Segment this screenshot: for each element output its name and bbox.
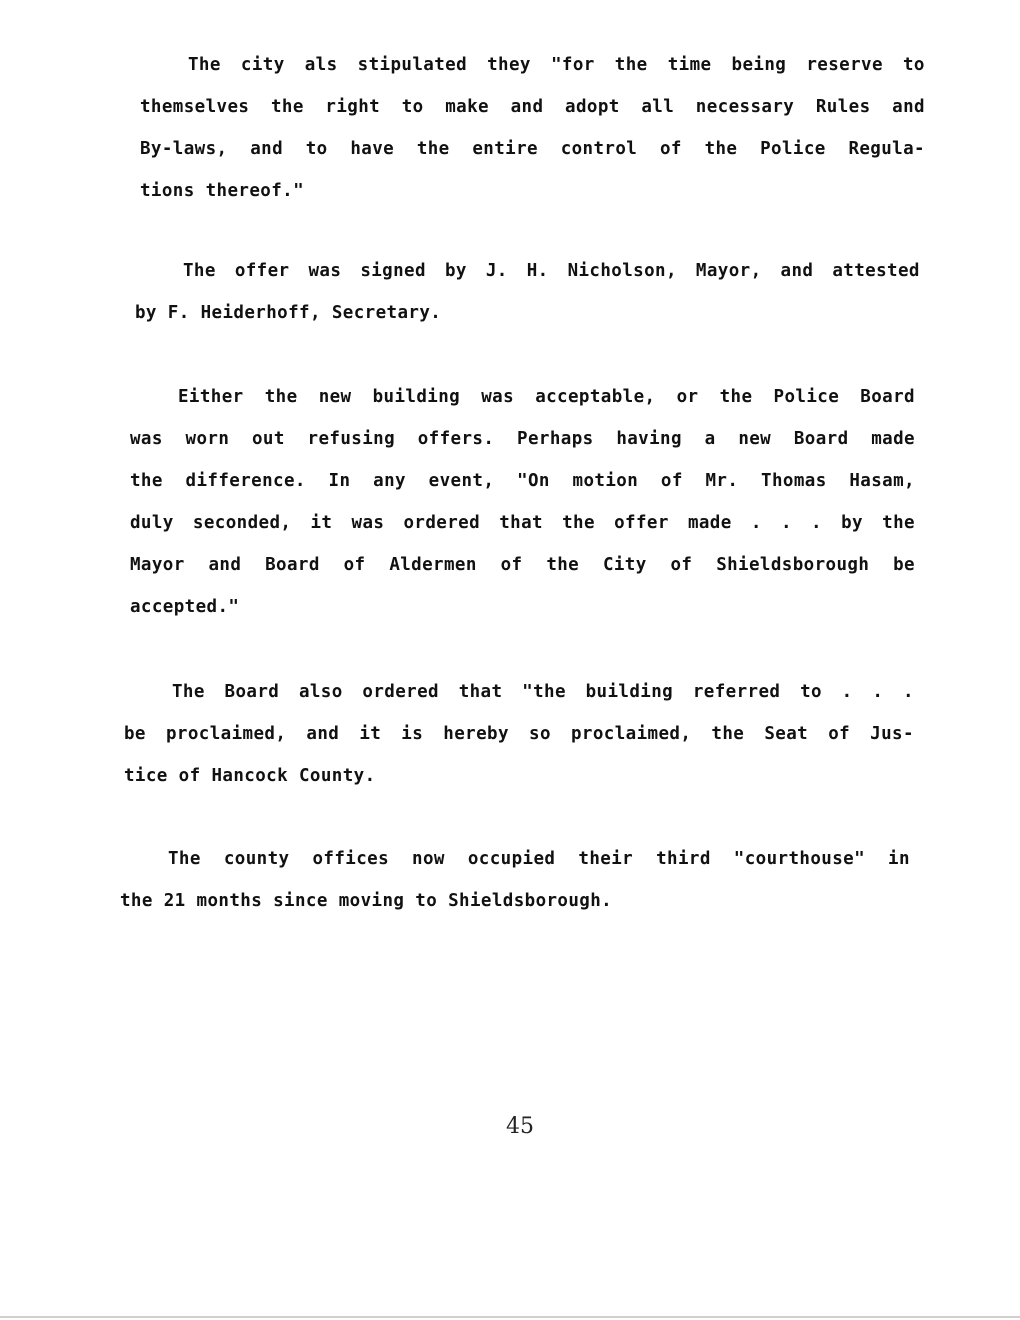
paragraph-seat-of-justice	[124, 671, 914, 797]
text-line: tice of Hancock County.	[124, 766, 376, 786]
text-line: The city als stipulated they "for the time being reserve to	[188, 55, 925, 75]
text-line: was worn out refusing offers. Perhaps having a new Board made	[130, 429, 915, 449]
text-line: The Board also ordered that "the building referred to . . .	[172, 682, 914, 702]
text-line: the 21 months since moving to Shieldsborough.	[120, 891, 613, 911]
paragraph-building-accepted	[130, 376, 915, 628]
text-line: By-laws, and to have the entire control of the Police Regula-	[140, 139, 925, 159]
text-line: the difference. In any event, "On motion of Mr. Thomas Hasam,	[130, 471, 915, 491]
text-line: Either the new building was acceptable, or the Police Board	[178, 387, 915, 407]
text-line: tions thereof."	[140, 181, 305, 201]
text-line: accepted."	[130, 597, 240, 617]
text-line: be proclaimed, and it is hereby so proclaimed, the Seat of Jus-	[124, 724, 914, 744]
paragraph-offer-signed	[135, 250, 920, 334]
text-line: The county offices now occupied their third "courthouse" in	[168, 849, 910, 869]
page-number: 45	[506, 1114, 534, 1139]
text-line: by F. Heiderhoff, Secretary.	[135, 303, 442, 323]
text-line: duly seconded, it was ordered that the offer made . . . by the	[130, 513, 915, 533]
text-line: Mayor and Board of Aldermen of the City of Shieldsborough be	[130, 555, 915, 575]
text-line: The offer was signed by J. H. Nicholson, Mayor, and attested	[183, 261, 920, 281]
paragraph-city-stipulation	[140, 44, 925, 212]
paragraph-third-courthouse	[120, 838, 910, 922]
text-line: themselves the right to make and adopt all necessary Rules and	[140, 97, 925, 117]
scan-edge-divider	[0, 1316, 1020, 1318]
